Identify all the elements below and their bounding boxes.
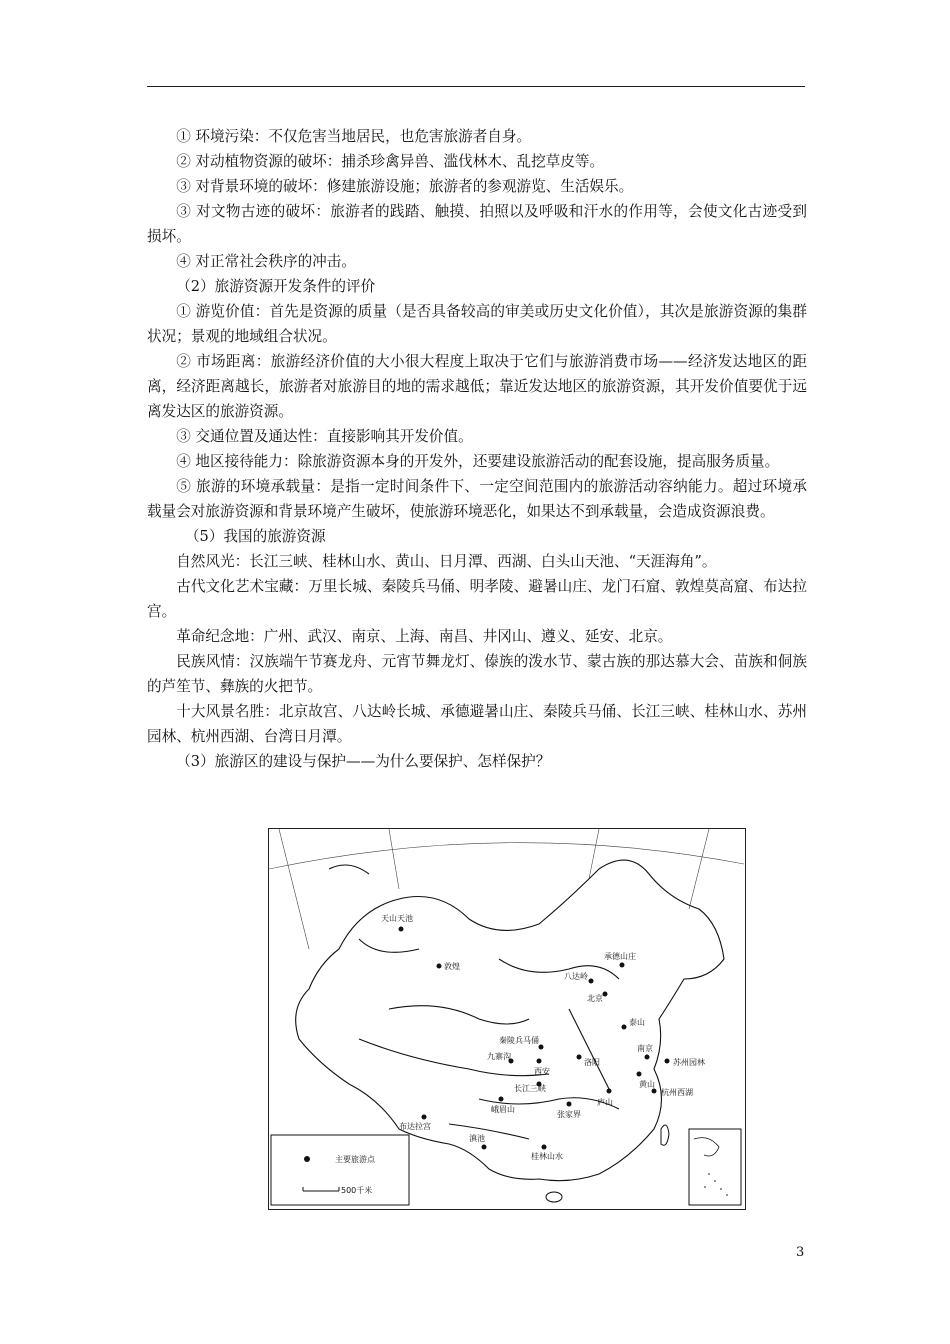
paragraph: ⑤ 旅游的环境承载量：是指一定时间条件下、一定空间范围内的旅游活动容纳能力。超过环境承载量会对旅游资源和背景环境产生破坏，使旅游环境恶化，如果达不到承载量，会造成资源浪费。 xyxy=(147,478,807,520)
label-xian: 西安 xyxy=(534,1067,550,1076)
paragraph: ③ 对背景环境的破坏：修建旅游设施；旅游者的参观游览、生活娱乐。 xyxy=(176,178,634,195)
paragraph: ① 游览价值：首先是资源的质量（是否具备较高的审美或历史文化价值），其次是旅游资源的集群状况；景观的地域组合状况。 xyxy=(147,303,807,345)
label-sanxia: 长江三峡 xyxy=(514,1084,546,1093)
label-beijing: 北京 xyxy=(587,994,603,1003)
point-badaling xyxy=(589,979,594,984)
point-guilin xyxy=(542,1145,547,1150)
south-sea-inset xyxy=(689,1129,741,1205)
point-suzhou xyxy=(665,1059,670,1064)
section-heading: （3）旅游区的建设与保护——为什么要保护、怎样保护？ xyxy=(176,753,551,770)
header-rule xyxy=(147,86,805,87)
point-xian xyxy=(537,1059,542,1064)
legend-point-icon xyxy=(304,1156,310,1162)
legend-title: 主要旅游点 xyxy=(335,1155,375,1164)
label-emei: 峨眉山 xyxy=(491,1105,515,1114)
section-heading: （5）我国的旅游资源 xyxy=(184,528,326,545)
paragraph: ③ 交通位置及通达性：直接影响其开发价值。 xyxy=(176,428,473,445)
graticule xyxy=(269,829,744,949)
label-dunhuang: 敦煌 xyxy=(444,962,460,971)
point-qinling xyxy=(539,1045,544,1050)
point-tianchi xyxy=(399,927,404,932)
label-tianchi: 天山天池 xyxy=(381,914,413,923)
point-beijing xyxy=(603,992,608,997)
paragraph: ② 市场距离：旅游经济价值的大小很大程度上取决于它们与旅游消费市场——经济发达地区的距离，经济距离越长，旅游者对旅游目的地的需求越低；靠近发达地区的旅游资源，其开发价值要优于远离发达区的旅游资源。 xyxy=(147,353,807,420)
point-luoyang xyxy=(577,1055,582,1060)
point-taishan xyxy=(622,1025,627,1030)
label-suzhou: 苏州园林 xyxy=(673,1058,705,1067)
country-outline xyxy=(296,860,724,1181)
point-zhangjiajie xyxy=(567,1102,572,1107)
label-lushan: 庐山 xyxy=(597,1098,613,1107)
label-huangshan: 黄山 xyxy=(639,1080,655,1089)
point-chengde xyxy=(620,963,625,968)
point-huangshan xyxy=(637,1072,642,1077)
paragraph: 自然风光：长江三峡、桂林山水、黄山、日月潭、西湖、白头山天池、“天涯海角”。 xyxy=(176,553,717,570)
paragraph: 民族风情：汉族端午节赛龙舟、元宵节舞龙灯、傣族的泼水节、蒙古族的那达慕大会、苗族和侗族的芦笙节、彝族的火把节。 xyxy=(147,653,807,695)
paragraph: ③ 对文物古迹的破坏：旅游者的践踏、触摸、拍照以及呼吸和汗水的作用等，会使文化古迹受到损坏。 xyxy=(147,203,807,245)
point-budala xyxy=(422,1115,427,1120)
point-hangzhou xyxy=(652,1089,657,1094)
label-taishan: 泰山 xyxy=(629,1018,645,1027)
point-emei xyxy=(499,1097,504,1102)
taiwan-outline xyxy=(661,1125,669,1145)
map-drawing xyxy=(269,829,744,1208)
point-dunhuang xyxy=(437,964,442,969)
paragraph: ① 环境污染：不仅危害当地居民，也危害旅游者自身。 xyxy=(176,128,532,145)
tourism-map xyxy=(268,828,746,1210)
paragraph: ④ 对正常社会秩序的冲击。 xyxy=(176,253,356,270)
section-heading: （2）旅游资源开发条件的评价 xyxy=(176,278,376,295)
paragraph: 革命纪念地：广州、武汉、南京、上海、南昌、井冈山、遵义、延安、北京。 xyxy=(176,628,673,645)
label-budala: 布达拉宫 xyxy=(399,1122,431,1131)
scale-label: 500千米 xyxy=(341,1186,373,1195)
label-hangzhou: 杭州西湖 xyxy=(661,1088,693,1097)
paragraph: 十大风景名胜：北京故宫、八达岭长城、承德避暑山庄、秦陵兵马俑、长江三峡、桂林山水、苏州园林、杭州西湖、台湾日月潭。 xyxy=(147,703,807,745)
label-qinling: 秦陵兵马俑 xyxy=(499,1036,539,1045)
label-guilin: 桂林山水 xyxy=(531,1152,563,1161)
map-legend xyxy=(271,1135,409,1205)
document-body xyxy=(147,124,807,774)
label-luoyang: 洛阳 xyxy=(584,1058,600,1067)
label-badaling: 八达岭 xyxy=(564,972,588,981)
hainan-outline xyxy=(546,1192,562,1202)
point-dianchi xyxy=(482,1145,487,1150)
label-dianchi: 滇池 xyxy=(469,1134,485,1143)
point-lushan xyxy=(607,1089,612,1094)
label-zhangjiajie: 张家界 xyxy=(557,1110,581,1119)
paragraph: ② 对动植物资源的破坏：捕杀珍禽异兽、滥伐林木、乱挖草皮等。 xyxy=(176,153,605,170)
page-number: 3 xyxy=(796,1245,805,1260)
point-nanjing xyxy=(645,1055,650,1060)
paragraph: 古代文化艺术宝藏：万里长城、秦陵兵马俑、明孝陵、避暑山庄、龙门石窟、敦煌莫高窟、布达拉宫。 xyxy=(147,578,807,620)
paragraph: ④ 地区接待能力：除旅游资源本身的开发外，还要建设旅游活动的配套设施，提高服务质量。 xyxy=(176,453,780,470)
label-nanjing: 南京 xyxy=(637,1044,653,1053)
label-jiuzhaigou: 九寨沟 xyxy=(487,1052,511,1061)
label-chengde: 承德山庄 xyxy=(604,952,636,961)
